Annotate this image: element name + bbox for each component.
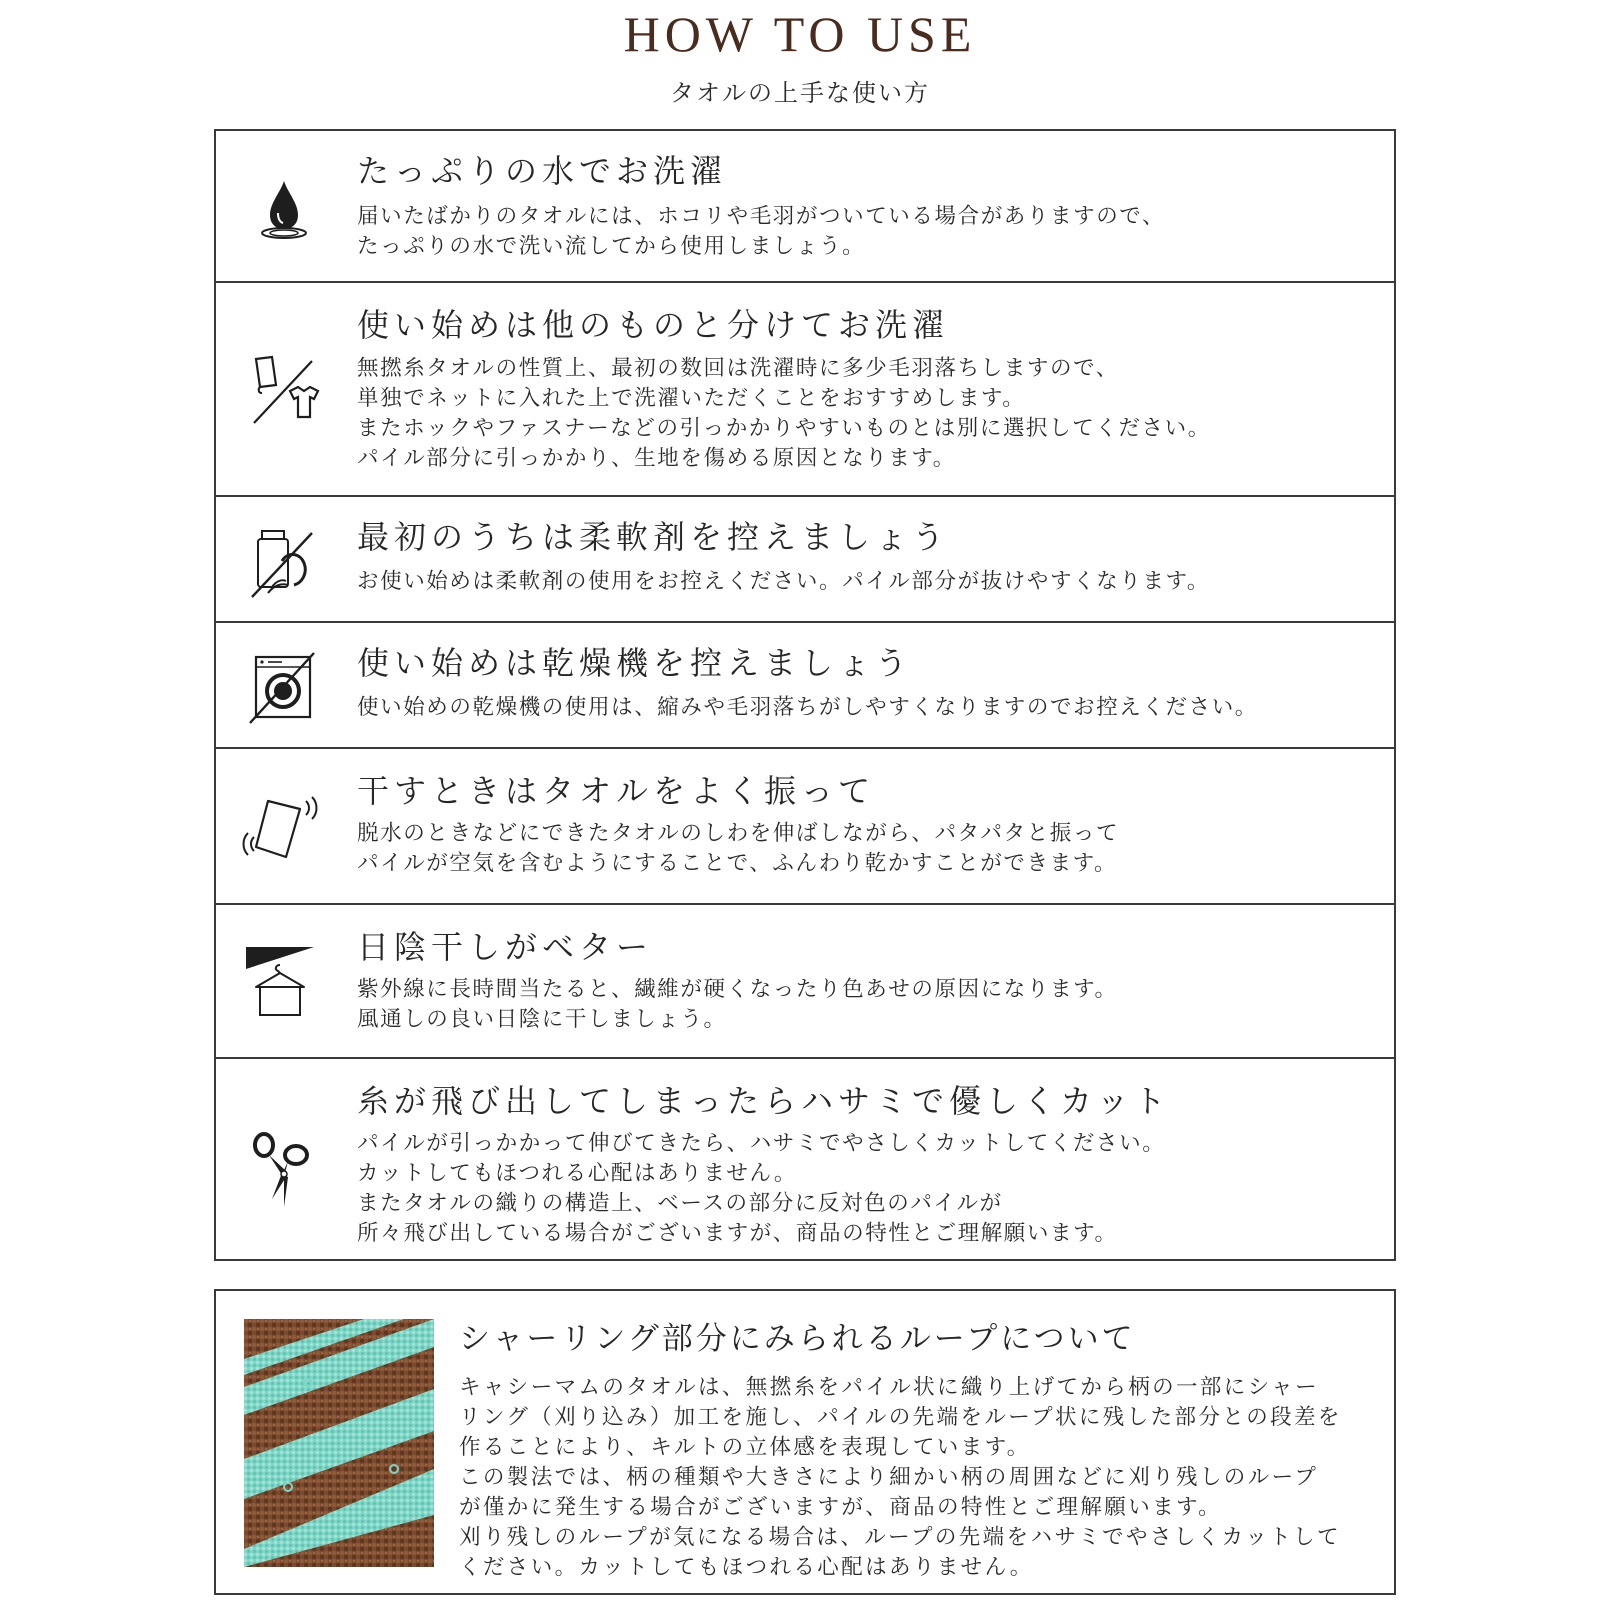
loop-note-title: シャーリング部分にみられるループについて: [459, 1321, 1136, 1357]
usage-row-wash-water: [216, 131, 1394, 281]
body-line: この製法では、柄の種類や大きさにより細かい柄の周囲などに刈り残しのループ: [459, 1465, 1319, 1490]
body-line: 紫外線に長時間当たると、繊維が硬くなったり色あせの原因になります。: [357, 977, 1118, 1002]
body-line: パイル部分に引っかかり、生地を傷める原因となります。: [357, 446, 956, 471]
water-drop-icon: [242, 167, 326, 251]
body-line: 所々飛び出している場合がございますが、商品の特性とご理解願います。: [357, 1221, 1118, 1246]
section-body: [357, 1129, 1165, 1249]
usage-table: [214, 129, 1396, 1261]
page-subtitle: タオルの上手な使い方: [670, 79, 930, 107]
separate-wash-icon: [242, 349, 326, 433]
scissors-icon: [242, 1127, 326, 1211]
body-line: お使い始めは柔軟剤の使用をお控えください。パイル部分が抜けやすくなります。: [357, 569, 1210, 594]
no-softener-icon: [242, 521, 326, 605]
body-line: 刈り残しのループが気になる場合は、ループの先端をハサミでやさしくカットして: [459, 1525, 1341, 1550]
section-title: 糸が飛び出してしまったらハサミで優しくカット: [357, 1082, 1171, 1120]
body-line: 届いたばかりのタオルには、ホコリや毛羽がついている場合がありますので、: [357, 204, 1166, 229]
usage-row-shade: [216, 903, 1394, 1057]
usage-row-softener: [216, 495, 1394, 621]
body-line: リング（刈り込み）加工を施し、パイルの先端をループ状に残した部分との段差を: [459, 1405, 1342, 1430]
loop-note-box: [214, 1289, 1396, 1595]
loop-note-body: [459, 1373, 1342, 1583]
section-title: 使い始めは他のものと分けてお洗濯: [357, 306, 950, 344]
section-title: 使い始めは乾燥機を控えましょう: [357, 644, 913, 682]
section-title: 干すときはタオルをよく振って: [357, 772, 876, 810]
body-line: カットしてもほつれる心配はありません。: [357, 1161, 797, 1186]
body-line: またホックやファスナーなどの引っかかりやすいものとは別に選択してください。: [357, 416, 1211, 441]
usage-row-shake: [216, 747, 1394, 903]
section-body: [357, 354, 1211, 474]
usage-row-dryer: [216, 621, 1394, 747]
body-line: またタオルの織りの構造上、ベースの部分に反対色のパイルが: [357, 1191, 1003, 1216]
section-body: [357, 975, 1118, 1035]
body-line: 単独でネットに入れた上で洗濯いただくことをおすすめします。: [357, 386, 1026, 411]
section-title: 日陰干しがベター: [357, 928, 654, 966]
page-title: HOW TO USE: [623, 6, 977, 62]
body-line: ください。カットしてもほつれる心配はありません。: [459, 1555, 1034, 1580]
towel-closeup-photo: [244, 1319, 434, 1567]
section-body: [357, 202, 1165, 262]
body-line: キャシーマムのタオルは、無撚糸をパイル状に織り上げてから柄の一部にシャー: [459, 1375, 1319, 1400]
section-body: [357, 693, 1258, 723]
body-line: が僅かに発生する場合がございますが、商品の特性とご理解願います。: [459, 1495, 1223, 1520]
usage-row-separate-wash: [216, 281, 1394, 495]
body-line: パイルが引っかかって伸びてきたら、ハサミでやさしくカットしてください。: [357, 1131, 1166, 1156]
no-dryer-icon: [242, 645, 326, 729]
shake-towel-icon: [242, 787, 326, 871]
body-line: 脱水のときなどにできたタオルのしわを伸ばしながら、パタパタと振って: [357, 821, 1120, 846]
section-title: 最初のうちは柔軟剤を控えましょう: [357, 518, 950, 556]
body-line: 使い始めの乾燥機の使用は、縮みや毛羽落ちがしやすくなりますのでお控えください。: [357, 695, 1258, 720]
body-line: 風通しの良い日陰に干しましょう。: [357, 1007, 727, 1032]
shade-dry-icon: [242, 941, 326, 1025]
usage-row-scissors: [216, 1057, 1394, 1261]
body-line: たっぷりの水で洗い流してから使用しましょう。: [357, 234, 866, 259]
section-title: たっぷりの水でお洗濯: [357, 152, 728, 190]
body-line: パイルが空気を含むようにすることで、ふんわり乾かすことができます。: [357, 851, 1118, 876]
body-line: 作ることにより、キルトの立体感を表現しています。: [459, 1435, 1031, 1460]
section-body: [357, 819, 1119, 879]
section-body: [357, 567, 1210, 597]
body-line: 無撚糸タオルの性質上、最初の数回は洗濯時に多少毛羽落ちしますので、: [357, 356, 1119, 381]
